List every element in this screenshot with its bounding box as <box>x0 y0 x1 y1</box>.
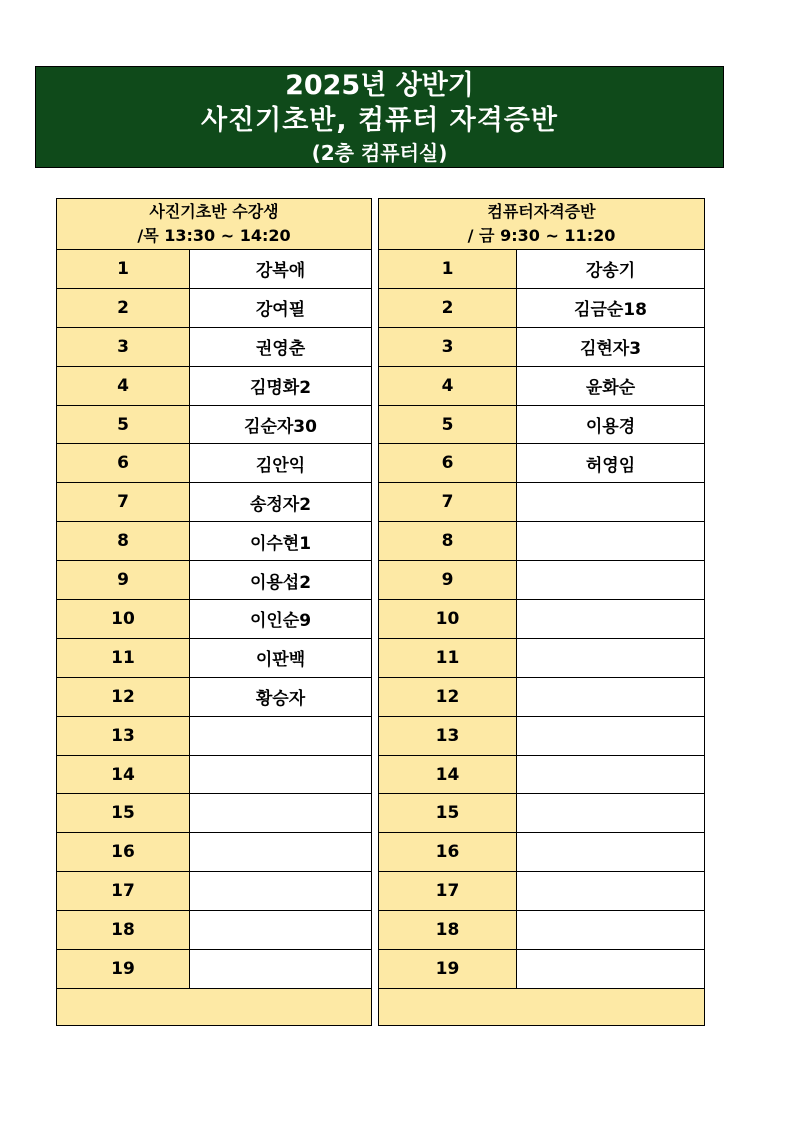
photo-class-student-name: 이판백 <box>190 639 372 678</box>
computer-class-table-row <box>378 483 705 522</box>
computer-class-footer <box>378 988 705 1026</box>
computer-class-rows <box>378 250 705 989</box>
computer-class-row-number: 9 <box>378 561 517 600</box>
computer-class-student-name <box>517 561 705 600</box>
photo-class-table-row <box>56 522 372 561</box>
photo-class-row-number: 2 <box>56 289 190 328</box>
photo-class-row-number: 6 <box>56 444 190 483</box>
photo-class-title: 사진기초반 수강생 <box>149 202 279 221</box>
computer-class-table-row <box>378 522 705 561</box>
computer-class-schedule: / 금 9:30 ~ 11:20 <box>467 226 616 245</box>
banner-title-classes: 사진기초반, 컴퓨터 자격증반 <box>200 105 559 136</box>
photo-class-student-name <box>190 950 372 989</box>
computer-class-student-name <box>517 600 705 639</box>
photo-class-table-row <box>56 250 372 289</box>
computer-class-table-row <box>378 289 705 328</box>
computer-class-student-name <box>517 678 705 717</box>
computer-class-row-number: 16 <box>378 833 517 872</box>
photo-class-student-name: 이용섭2 <box>190 561 372 600</box>
computer-class-table-row <box>378 367 705 406</box>
computer-class-student-name <box>517 950 705 989</box>
computer-class-row-number: 14 <box>378 756 517 795</box>
photo-class-row-number: 9 <box>56 561 190 600</box>
computer-class-row-number: 2 <box>378 289 517 328</box>
photo-class-table-row <box>56 911 372 950</box>
computer-class-student-name: 허영임 <box>517 444 705 483</box>
computer-class-row-number: 18 <box>378 911 517 950</box>
computer-class-student-name <box>517 756 705 795</box>
computer-class-student-name: 김현자3 <box>517 328 705 367</box>
photo-class-table-row <box>56 639 372 678</box>
photo-class-student-name <box>190 872 372 911</box>
computer-class-table-row <box>378 911 705 950</box>
computer-class-row-number: 10 <box>378 600 517 639</box>
photo-class-footer <box>56 988 372 1026</box>
computer-class-row-number: 5 <box>378 406 517 445</box>
photo-class-student-name: 이인순9 <box>190 600 372 639</box>
computer-class-row-number: 6 <box>378 444 517 483</box>
photo-class-table-row <box>56 444 372 483</box>
photo-class-student-name: 김안익 <box>190 444 372 483</box>
photo-class-table-row <box>56 756 372 795</box>
computer-class-table-row <box>378 600 705 639</box>
computer-class-row-number: 11 <box>378 639 517 678</box>
title-banner <box>35 66 724 168</box>
computer-class-table-row <box>378 639 705 678</box>
photo-class-row-number: 13 <box>56 717 190 756</box>
computer-class-row-number: 19 <box>378 950 517 989</box>
computer-class-table-row <box>378 406 705 445</box>
photo-class-student-name <box>190 911 372 950</box>
photo-class-student-name: 송정자2 <box>190 483 372 522</box>
computer-class-student-name <box>517 872 705 911</box>
photo-class-row-number: 19 <box>56 950 190 989</box>
photo-class-row-number: 16 <box>56 833 190 872</box>
computer-class-title: 컴퓨터자격증반 <box>487 202 596 221</box>
photo-class-student-name <box>190 794 372 833</box>
computer-class-table-row <box>378 794 705 833</box>
computer-class-student-name <box>517 483 705 522</box>
photo-class-table-row <box>56 406 372 445</box>
computer-class-student-name <box>517 833 705 872</box>
photo-class-student-name <box>190 756 372 795</box>
photo-class-student-name: 권영춘 <box>190 328 372 367</box>
photo-class-row-number: 12 <box>56 678 190 717</box>
computer-class-row-number: 1 <box>378 250 517 289</box>
photo-class-table-row <box>56 600 372 639</box>
photo-class-row-number: 10 <box>56 600 190 639</box>
computer-class-row-number: 13 <box>378 717 517 756</box>
photo-class-header <box>56 198 372 250</box>
computer-class-row-number: 17 <box>378 872 517 911</box>
photo-class-student-name: 김명화2 <box>190 367 372 406</box>
photo-class-student-name: 이수현1 <box>190 522 372 561</box>
photo-class-row-number: 3 <box>56 328 190 367</box>
photo-class-table-row <box>56 794 372 833</box>
photo-class-student-name <box>190 717 372 756</box>
computer-class-row-number: 7 <box>378 483 517 522</box>
photo-class-row-number: 1 <box>56 250 190 289</box>
computer-class-table-row <box>378 444 705 483</box>
photo-class-table-row <box>56 561 372 600</box>
computer-class-row-number: 3 <box>378 328 517 367</box>
photo-class-table-row <box>56 950 372 989</box>
computer-class-table-row <box>378 756 705 795</box>
computer-class-table-row <box>378 717 705 756</box>
computer-class-table-row <box>378 833 705 872</box>
computer-class-student-name <box>517 522 705 561</box>
computer-class-table-row <box>378 328 705 367</box>
computer-class-student-name <box>517 911 705 950</box>
photo-class-row-number: 15 <box>56 794 190 833</box>
computer-class-table-row <box>378 250 705 289</box>
photo-class-student-name <box>190 833 372 872</box>
photo-class-table-row <box>56 367 372 406</box>
photo-class-row-number: 18 <box>56 911 190 950</box>
computer-class-table-row <box>378 678 705 717</box>
computer-class-row-number: 8 <box>378 522 517 561</box>
photo-class-row-number: 4 <box>56 367 190 406</box>
photo-class-student-name: 김순자30 <box>190 406 372 445</box>
banner-title-year: 2025년 상반기 <box>285 70 474 101</box>
photo-class-row-number: 7 <box>56 483 190 522</box>
photo-class-row-number: 14 <box>56 756 190 795</box>
photo-class-row-number: 11 <box>56 639 190 678</box>
computer-class-student-name: 윤화순 <box>517 367 705 406</box>
computer-class-header <box>378 198 705 250</box>
photo-class-student-name: 강복애 <box>190 250 372 289</box>
photo-class-table-row <box>56 833 372 872</box>
photo-class-student-name: 강여필 <box>190 289 372 328</box>
computer-class-student-name: 이용경 <box>517 406 705 445</box>
computer-class-student-name <box>517 717 705 756</box>
photo-class-table-row <box>56 289 372 328</box>
photo-class-student-name: 황승자 <box>190 678 372 717</box>
photo-class-row-number: 5 <box>56 406 190 445</box>
computer-class-student-name <box>517 794 705 833</box>
computer-class-table-row <box>378 872 705 911</box>
banner-location: (2층 컴퓨터실) <box>311 141 448 165</box>
photo-class-row-number: 17 <box>56 872 190 911</box>
computer-class-student-name <box>517 639 705 678</box>
photo-class-roster <box>56 198 372 1026</box>
photo-class-row-number: 8 <box>56 522 190 561</box>
computer-class-row-number: 4 <box>378 367 517 406</box>
photo-class-table-row <box>56 717 372 756</box>
computer-class-table-row <box>378 950 705 989</box>
photo-class-table-row <box>56 483 372 522</box>
computer-class-student-name: 강송기 <box>517 250 705 289</box>
computer-class-table-row <box>378 561 705 600</box>
computer-class-student-name: 김금순18 <box>517 289 705 328</box>
computer-class-row-number: 12 <box>378 678 517 717</box>
photo-class-schedule: /목 13:30 ~ 14:20 <box>137 226 291 245</box>
photo-class-table-row <box>56 872 372 911</box>
computer-class-row-number: 15 <box>378 794 517 833</box>
computer-class-roster <box>378 198 705 1026</box>
photo-class-table-row <box>56 328 372 367</box>
photo-class-table-row <box>56 678 372 717</box>
photo-class-rows <box>56 250 372 989</box>
